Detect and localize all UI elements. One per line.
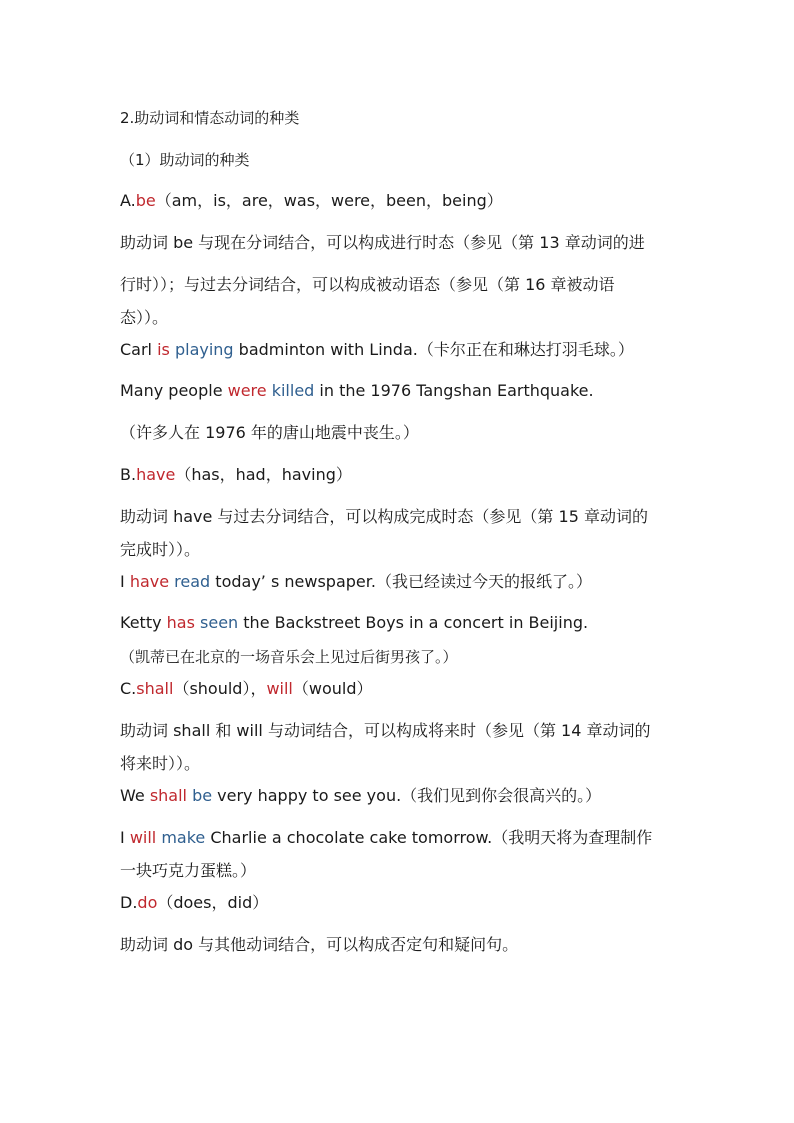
aux-verb: have	[129, 572, 170, 591]
aux-verb: will	[129, 828, 157, 847]
item-c-forms2: （would）	[292, 679, 373, 698]
keyword-shall: shall	[136, 679, 174, 698]
item-d-title	[120, 893, 268, 913]
item-a-title	[120, 191, 503, 211]
example-text: Carl	[120, 340, 158, 359]
example-text: We	[120, 786, 150, 805]
keyword-will: will	[266, 679, 293, 698]
item-b-prefix: B.	[120, 465, 137, 484]
section-heading: 2.助动词和情态动词的种类	[120, 109, 300, 127]
main-verb: seen	[200, 613, 239, 632]
example-text: I	[120, 828, 130, 847]
main-verb: playing	[174, 340, 234, 359]
item-d-desc-line1: 助动词 do 与其他动词结合，可以构成否定句和疑问句。	[120, 935, 519, 954]
example-c2	[120, 828, 652, 848]
example-text: in the 1976 Tangshan Earthquake.	[314, 381, 594, 400]
subsection-heading: （1）助动词的种类	[120, 151, 250, 169]
item-c-forms1: （should），	[173, 679, 267, 698]
item-c-title	[120, 679, 373, 699]
aux-verb: were	[227, 381, 267, 400]
aux-verb: shall	[149, 786, 187, 805]
main-verb: be	[192, 786, 213, 805]
item-c-desc-line2: 将来时））。	[120, 754, 201, 773]
item-c-desc-line1: 助动词 shall 和 will 与动词结合，可以构成将来时（参见（第 14 章动词的	[120, 721, 651, 740]
item-a-desc-line1: 助动词 be 与现在分词结合，可以构成进行时态（参见（第 13 章动词的进	[120, 233, 645, 252]
main-verb: read	[174, 572, 211, 591]
example-text: very happy to see you.（我们见到你会很高兴的。）	[212, 786, 602, 805]
example-c1	[120, 786, 601, 806]
example-text: today’ s newspaper.（我已经读过今天的报纸了。）	[210, 572, 592, 591]
main-verb: killed	[271, 381, 315, 400]
item-d-prefix: D.	[120, 893, 138, 912]
aux-verb: has	[166, 613, 195, 632]
example-a2	[120, 381, 594, 401]
example-a2-translation: （许多人在 1976 年的唐山地震中丧生。）	[120, 423, 419, 442]
item-a-desc-line2: 行时））；与过去分词结合，可以构成被动语态（参见（第 16 章被动语	[120, 275, 615, 294]
item-b-forms: （has，had，having）	[175, 465, 352, 484]
aux-verb: is	[157, 340, 170, 359]
item-b-title	[120, 465, 352, 485]
keyword-be: be	[135, 191, 156, 210]
example-b2	[120, 613, 588, 633]
example-text: Many people	[120, 381, 228, 400]
example-text: Charlie a chocolate cake tomorrow.（我明天将为查理制作	[205, 828, 653, 847]
example-b2-translation: （凯蒂已在北京的一场音乐会上见过后街男孩了。）	[120, 648, 458, 666]
keyword-have: have	[136, 465, 176, 484]
example-b1	[120, 572, 592, 592]
item-d-forms: （does，did）	[157, 893, 269, 912]
item-a-desc-line3: 态））。	[120, 308, 169, 327]
item-a-prefix: A.	[120, 191, 136, 210]
item-b-desc-line1: 助动词 have 与过去分词结合，可以构成完成时态（参见（第 15 章动词的	[120, 507, 648, 526]
example-text: I	[120, 572, 130, 591]
example-text: the Backstreet Boys in a concert in Beijing.	[238, 613, 589, 632]
example-c2-line2: 一块巧克力蛋糕。）	[120, 861, 257, 880]
example-text: Ketty	[120, 613, 167, 632]
example-text: badminton with Linda.（卡尔正在和琳达打羽毛球。）	[233, 340, 634, 359]
keyword-do: do	[137, 893, 158, 912]
main-verb: make	[161, 828, 206, 847]
example-a1	[120, 340, 634, 360]
item-a-forms: （am，is，are，was，were，been，being）	[155, 191, 503, 210]
item-b-desc-line2: 完成时））。	[120, 540, 201, 559]
item-c-prefix: C.	[120, 679, 137, 698]
